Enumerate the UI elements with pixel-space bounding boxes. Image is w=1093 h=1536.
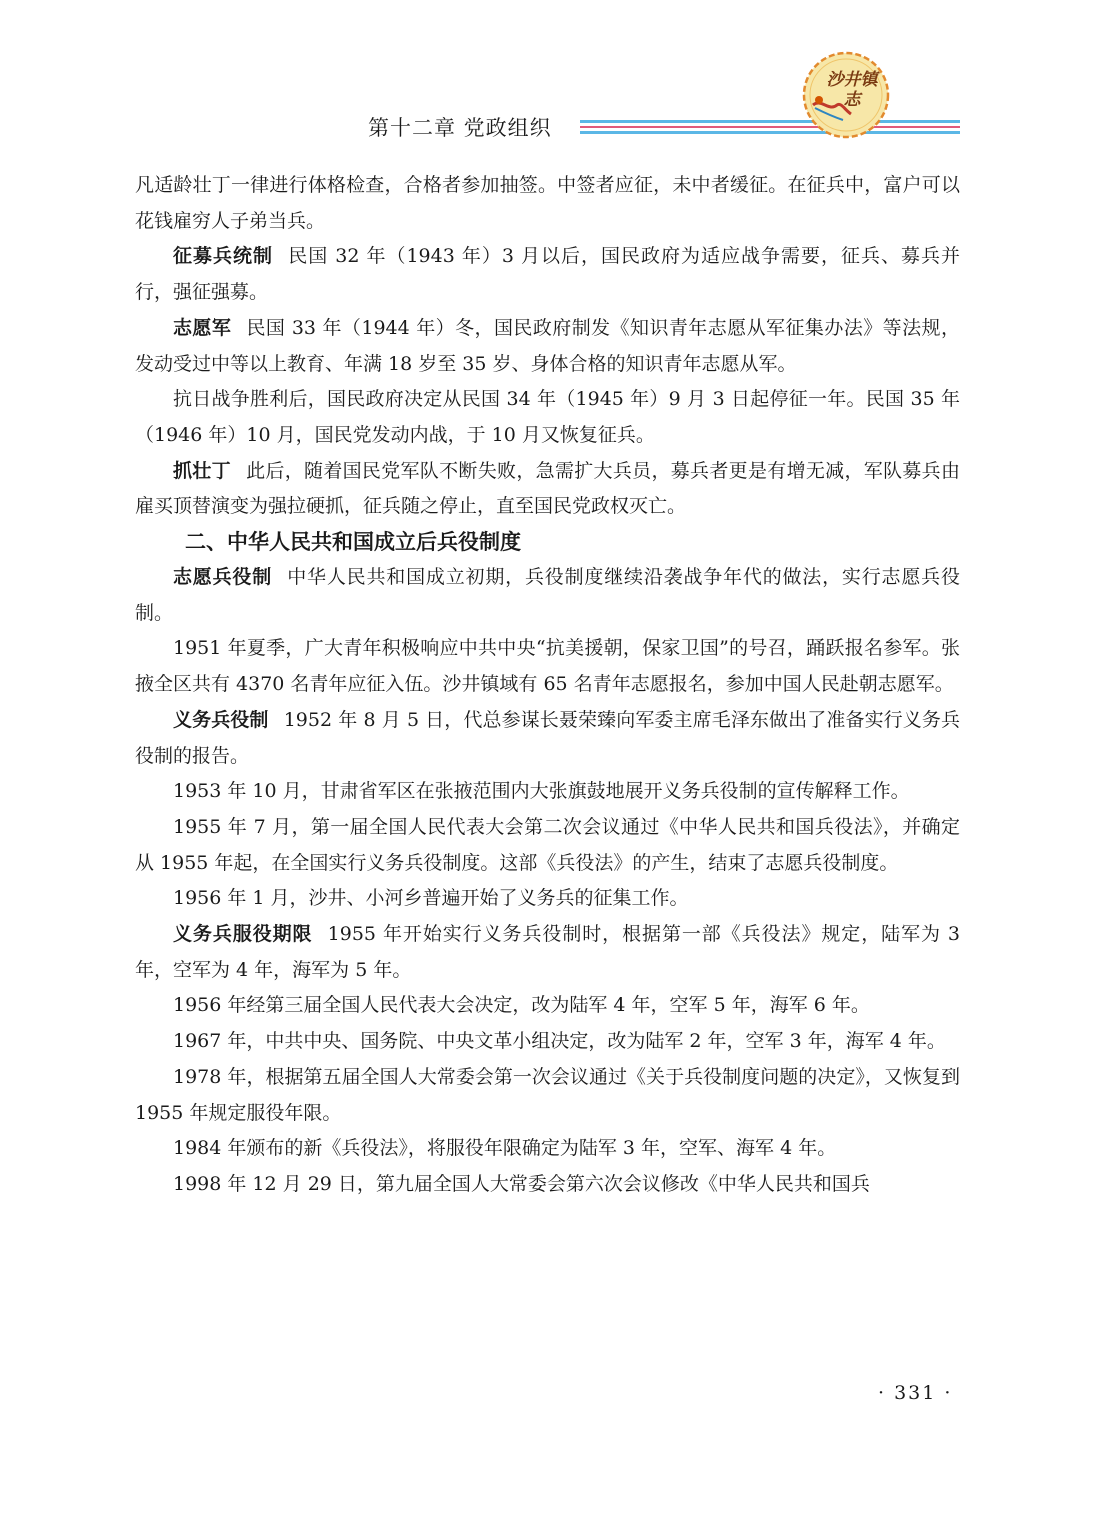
paragraph-term: 义务兵役制 [173, 708, 269, 731]
paragraph-text: 凡适龄壮丁一律进行体格检查，合格者参加抽签。中签者应征，未中者缓征。在征兵中，富户可以花钱雇穷人子弟当兵。 [135, 174, 960, 232]
paragraph-text: 1951 年夏季，广大青年积极响应中共中央“抗美援朝，保家卫国”的号召，踊跃报名参军。张掖全区共有 4370 名青年应征入伍。沙井镇域有 65 名青年志愿报名，参加中国人民赴朝志愿军。 [135, 637, 960, 696]
paragraph-text: 1998 年 12 月 29 日，第九届全国人大常委会第六次会议修改《中华人民共和国兵 [173, 1172, 870, 1195]
paragraph-text: 抗日战争胜利后，国民政府决定从民国 34 年（1945 年）9 月 3 日起停征一年。民国 35 年（1946 年）10 月，国民党发动内战，于 10 月又恢复征兵。 [135, 388, 960, 446]
paragraph [135, 810, 960, 881]
page-number: · 331 · [878, 1382, 953, 1404]
paragraph-term: 志愿军 [173, 316, 232, 339]
paragraph-text: 1984 年颁布的新《兵役法》，将服役年限确定为陆军 3 年，空军、海军 4 年。 [173, 1137, 837, 1160]
paragraph [135, 239, 960, 310]
paragraph [135, 454, 960, 525]
paragraph [135, 774, 960, 810]
paragraph-text: 民国 33 年（1944 年）冬，国民政府制发《知识青年志愿从军征集办法》等法规，发动受过中等以上教育、年满 18 岁至 35 岁、身体合格的知识青年志愿从军。 [135, 316, 960, 375]
paragraph-text: 1955 年开始实行义务兵役制时，根据第一部《兵役法》规定，陆军为 3 年，空军为 4 年，海军为 5 年。 [135, 923, 960, 981]
paragraph-text: 民国 32 年（1943 年）3 月以后，国民政府为适应战争需要，征兵、募兵并行，强征强募。 [135, 245, 960, 304]
header-rule-bottom [580, 131, 960, 134]
paragraph-text: 中华人民共和国成立初期，兵役制度继续沿袭战争年代的做法，实行志愿兵役制。 [135, 566, 960, 624]
paragraph [135, 168, 960, 239]
paragraph-text: 1953 年 10 月，甘肃省军区在张掖范围内大张旗鼓地展开义务兵役制的宣传解释工作。 [173, 780, 910, 803]
paragraph [135, 881, 960, 917]
paragraph [135, 1131, 960, 1167]
seal-text: 沙井镇志 [826, 70, 878, 110]
document-body [135, 168, 960, 1203]
paragraph [135, 560, 960, 631]
paragraph [135, 703, 960, 774]
paragraph-term: 义务兵服役期限 [173, 923, 313, 946]
paragraph-text: 此后，随着国民党军队不断失败，急需扩大兵员，募兵者更是有增无减，军队募兵由雇买顶替演变为强拉硬抓，征兵随之停止，直至国民党政权灭亡。 [135, 459, 960, 518]
paragraph [135, 631, 960, 702]
paragraph-text: 1978 年，根据第五届全国人大常委会第一次会议通过《关于兵役制度问题的决定》，又恢复到 1955 年规定服役年限。 [135, 1065, 960, 1124]
section-heading: 二、中华人民共和国成立后兵役制度 [185, 530, 521, 555]
paragraph [135, 917, 960, 988]
paragraph-term: 志愿兵役制 [173, 566, 273, 589]
paragraph-text: 1956 年 1 月，沙井、小河乡普遍开始了义务兵的征集工作。 [173, 887, 689, 910]
paragraph-term: 征募兵统制 [173, 245, 274, 268]
paragraphs-pre-1949 [135, 168, 960, 525]
paragraph-text: 1955 年 7 月，第一届全国人民代表大会第二次会议通过《中华人民共和国兵役法》，并确定从 1955 年起，在全国实行义务兵役制度。这部《兵役法》的产生，结束了志愿兵役制度。 [135, 815, 960, 874]
paragraph [135, 988, 960, 1024]
page-header [0, 0, 1093, 150]
header-rule-middle [580, 126, 960, 128]
paragraph-text: 1952 年 8 月 5 日，代总参谋长聂荣臻向军委主席毛泽东做出了准备实行义务兵役制的报告。 [135, 708, 960, 767]
paragraph [135, 1167, 960, 1203]
header-rule-top [580, 120, 960, 123]
paragraph [135, 1024, 960, 1060]
paragraph [135, 382, 960, 453]
paragraph-text: 1967 年，中共中央、国务院、中央文革小组决定，改为陆军 2 年，空军 3 年，海军 4 年。 [173, 1030, 946, 1053]
chapter-title: 第十二章 党政组织 [368, 116, 552, 140]
paragraph-term: 抓壮丁 [173, 459, 231, 482]
paragraph-text: 1956 年经第三届全国人民代表大会决定，改为陆军 4 年，空军 5 年，海军 6 年。 [173, 994, 870, 1017]
paragraphs-post-1949 [135, 560, 960, 1203]
paragraph [135, 1060, 960, 1131]
paragraph [135, 311, 960, 382]
